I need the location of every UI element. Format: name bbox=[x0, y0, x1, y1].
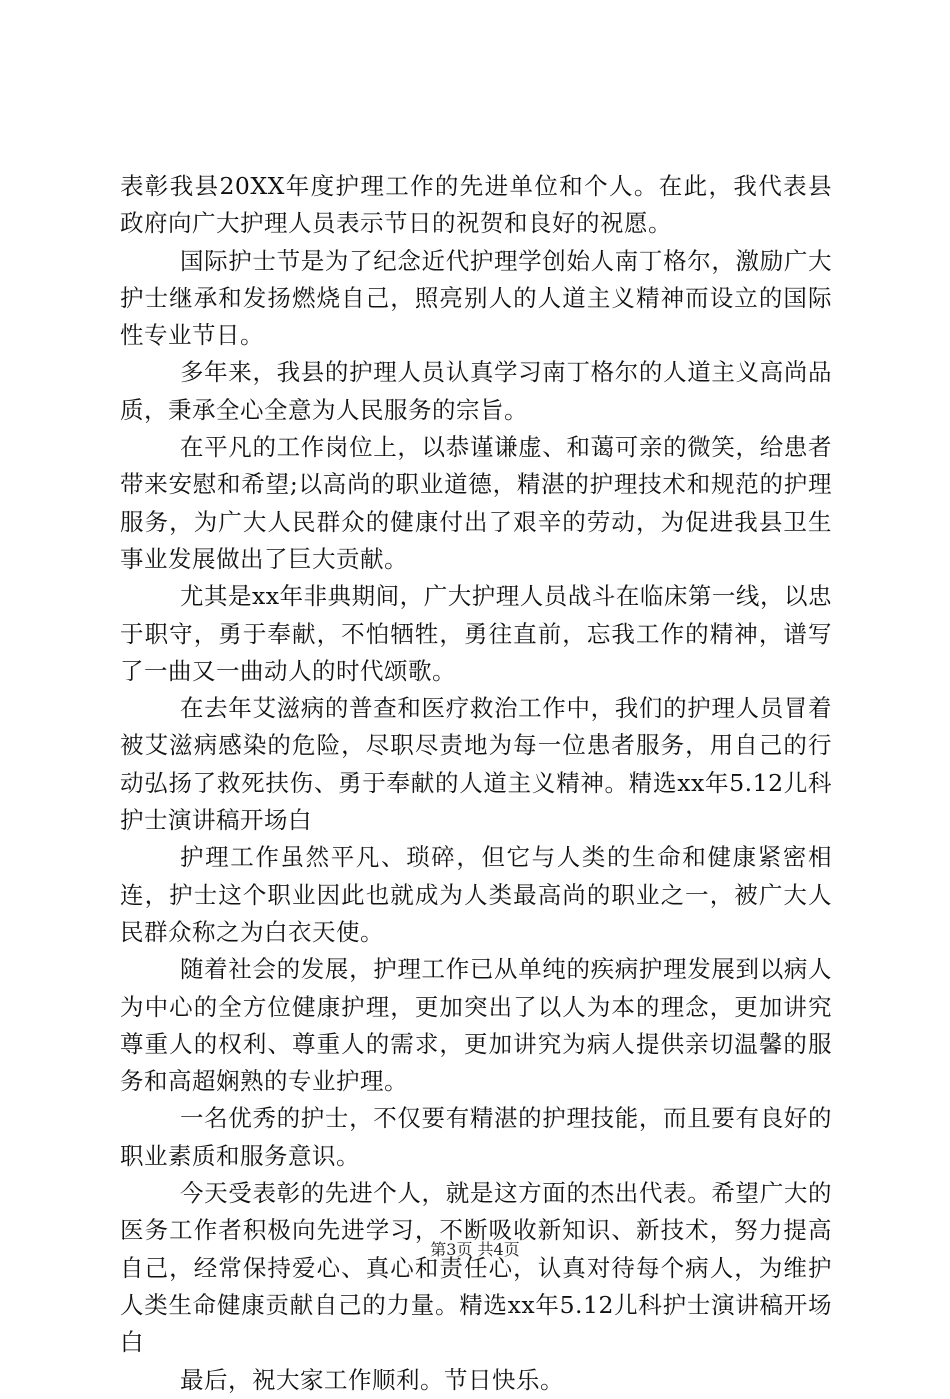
paragraph-11: 最后，祝大家工作顺利。节日快乐。 bbox=[180, 1365, 564, 1394]
paragraph-4: 在平凡的工作岗位上，以恭谨谦虚、和蔼可亲的微笑，给患者带来安慰和希望;以高尚的职业道德，精湛的护理技术和规范的护理服务，为广大人民群众的健康付出了艰辛的劳动，为促进我县卫生事业发展做出了巨大贡献。 bbox=[120, 433, 832, 573]
paragraph-3: 多年来，我县的护理人员认真学习南丁格尔的人道主义高尚品质，秉承全心全意为人民服务的宗旨。 bbox=[120, 358, 832, 424]
paragraph-10: 今天受表彰的先进个人，就是这方面的杰出代表。希望广大的医务工作者积极向先进学习，不断吸收新知识、新技术，努力提高自己，经常保持爱心、真心和责任心，认真对待每个病人，为维护人类生命健康贡献自己的力量。精选xx年5.12儿科护士演讲稿开场白 bbox=[120, 1179, 832, 1357]
document-body bbox=[120, 168, 832, 1399]
page-number-footer: 第3页 共4页 bbox=[430, 1240, 520, 1259]
paragraph-9: 一名优秀的护士，不仅要有精湛的护理技能，而且要有良好的职业素质和服务意识。 bbox=[120, 1104, 832, 1170]
paragraph-7: 护理工作虽然平凡、琐碎，但它与人类的生命和健康紧密相连，护士这个职业因此也就成为人类最高尚的职业之一，被广大人民群众称之为白衣天使。 bbox=[120, 843, 832, 946]
paragraph-8: 随着社会的发展，护理工作已从单纯的疾病护理发展到以病人为中心的全方位健康护理，更加突出了以人为本的理念，更加讲究尊重人的权利、尊重人的需求，更加讲究为病人提供亲切温馨的服务和高超娴熟的专业护理。 bbox=[120, 955, 832, 1096]
paragraph-2: 国际护士节是为了纪念近代护理学创始人南丁格尔，激励广大护士继承和发扬燃烧自己，照亮别人的人道主义精神而设立的国际性专业节日。 bbox=[120, 246, 832, 350]
paragraph-6: 在去年艾滋病的普查和医疗救治工作中，我们的护理人员冒着被艾滋病感染的危险，尽职尽责地为每一位患者服务，用自己的行动弘扬了救死扶伤、勇于奉献的人道主义精神。精选xx年5.12儿科护士演讲稿开场白 bbox=[120, 694, 832, 835]
paragraph-5: 尤其是xx年非典期间，广大护理人员战斗在临床第一线，以忠于职守，勇于奉献，不怕牺牲，勇往直前，忘我工作的精神，谱写了一曲又一曲动人的时代颂歌。 bbox=[120, 582, 832, 685]
paragraph-1: 表彰我县20XX年度护理工作的先进单位和个人。在此，我代表县政府向广大护理人员表示节日的祝贺和良好的祝愿。 bbox=[120, 172, 832, 238]
